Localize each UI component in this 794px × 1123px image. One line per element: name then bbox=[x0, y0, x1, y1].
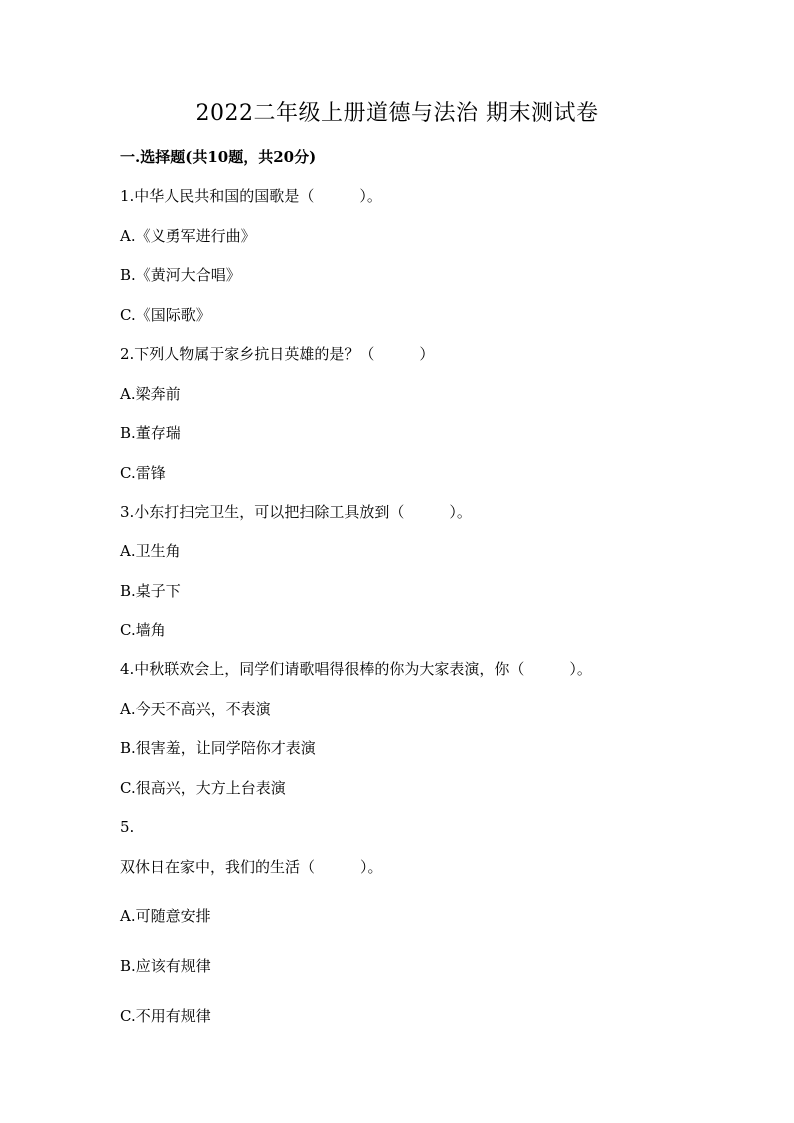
question-4-option-a: A.今天不高兴，不表演 bbox=[120, 700, 271, 718]
question-4-stem: 4.中秋联欢会上，同学们请歌唱得很棒的你为大家表演，你（ ）。 bbox=[120, 660, 592, 678]
question-4-option-c: C.很高兴，大方上台表演 bbox=[120, 779, 286, 797]
question-4-option-b: B.很害羞，让同学陪你才表演 bbox=[120, 739, 316, 757]
question-1-option-c: C.《国际歌》 bbox=[120, 306, 211, 324]
question-2-option-a: A.梁奔前 bbox=[120, 385, 181, 403]
question-5-stem: 双休日在家中，我们的生活（ ）。 bbox=[120, 858, 383, 876]
question-5-option-a: A.可随意安排 bbox=[120, 907, 211, 925]
question-3-option-a: A.卫生角 bbox=[120, 542, 181, 560]
section-heading: 一.选择题(共10题，共20分) bbox=[120, 148, 317, 166]
question-1-option-a: A.《义勇军进行曲》 bbox=[120, 227, 256, 245]
question-2-stem: 2.下列人物属于家乡抗日英雄的是？（ ） bbox=[120, 345, 435, 363]
page-title: 2022二年级上册道德与法治 期末测试卷 bbox=[195, 101, 599, 126]
question-5-number: 5. bbox=[120, 818, 135, 836]
question-3-option-b: B.桌子下 bbox=[120, 582, 181, 600]
question-3-stem: 3.小东打扫完卫生，可以把扫除工具放到（ ）。 bbox=[120, 503, 472, 521]
question-1-option-b: B.《黄河大合唱》 bbox=[120, 266, 241, 284]
question-2-option-c: C.雷锋 bbox=[120, 464, 166, 482]
question-1-stem: 1.中华人民共和国的国歌是（ ）。 bbox=[120, 187, 382, 205]
question-5-option-c: C.不用有规律 bbox=[120, 1007, 211, 1025]
question-5-option-b: B.应该有规律 bbox=[120, 957, 211, 975]
question-3-option-c: C.墙角 bbox=[120, 621, 166, 639]
question-2-option-b: B.董存瑞 bbox=[120, 424, 181, 442]
